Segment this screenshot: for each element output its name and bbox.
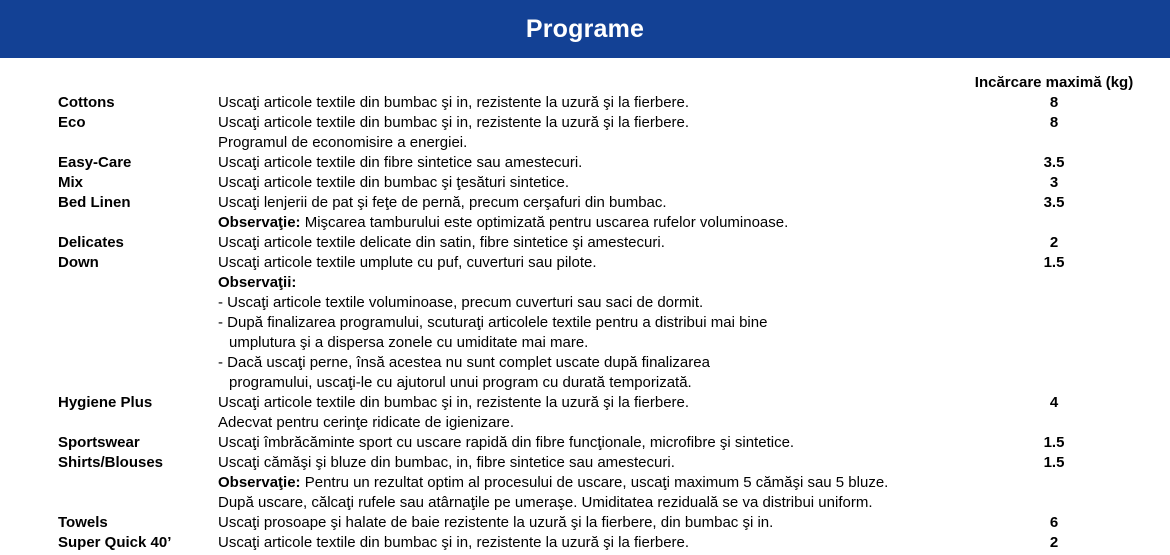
program-name: Delicates	[58, 234, 124, 251]
description-line: Uscaţi articole textile din bumbac şi in, rezistente la uzură şi la fierbere.	[218, 94, 690, 111]
program-description	[218, 153, 960, 173]
program-max-load: 3	[1049, 174, 1059, 191]
program-name: Towels	[58, 514, 108, 531]
table-row	[0, 93, 1170, 113]
program-max-load: 4	[1049, 394, 1059, 411]
table-row	[0, 173, 1170, 193]
description-line: Uscaţi articole textile din bumbac şi ţesături sintetice.	[218, 174, 569, 191]
description-line: programului, uscaţi-le cu ajutorul unui program cu durată temporizată.	[229, 374, 692, 391]
description-line: Uscaţi prosoape şi halate de baie rezistente la uzură şi la fierbere, din bumbac şi in.	[218, 514, 774, 531]
table-row	[0, 393, 1170, 433]
description-line: Observaţie: Mişcarea tamburului este optimizată pentru uscarea rufelor voluminoase.	[218, 214, 789, 231]
program-max-load: 2	[1049, 234, 1059, 251]
description-line: Uscaţi articole textile din bumbac şi in, rezistente la uzură şi la fierbere.	[218, 114, 690, 131]
description-line: Uscaţi lenjerii de pat şi feţe de pernă, precum cerşafuri din bumbac.	[218, 194, 667, 211]
description-line: - Dacă uscaţi perne, însă acestea nu sunt complet uscate după finalizarea	[218, 354, 710, 371]
programs-table	[0, 58, 1170, 553]
program-name: Down	[58, 254, 99, 271]
program-max-load: 1.5	[1043, 454, 1065, 471]
program-description	[218, 253, 960, 393]
program-name: Bed Linen	[58, 194, 131, 211]
program-name: Super Quick 40’	[58, 534, 172, 551]
program-description	[218, 393, 960, 433]
description-line: Uscaţi articole textile din bumbac şi in, rezistente la uzură şi la fierbere.	[218, 534, 690, 551]
description-line: Uscaţi cămăşi şi bluze din bumbac, in, fibre sintetice sau amestecuri.	[218, 454, 675, 471]
table-row	[0, 233, 1170, 253]
program-max-load: 1.5	[1043, 434, 1065, 451]
program-name: Shirts/Blouses	[58, 454, 164, 471]
program-name: Hygiene Plus	[58, 394, 153, 411]
description-line: Uscaţi articole textile umplute cu puf, cuverturi sau pilote.	[218, 254, 597, 271]
description-line: umplutura şi a dispersa zonele cu umiditate mai mare.	[229, 334, 589, 351]
program-name: Mix	[58, 174, 84, 191]
program-description	[218, 453, 960, 513]
description-line	[218, 273, 960, 293]
program-name: Easy-Care	[58, 154, 132, 171]
description-line: Uscaţi îmbrăcăminte sport cu uscare rapidă din fibre funcţionale, microfibre şi sintetice.	[218, 434, 795, 451]
program-max-load: 8	[1049, 94, 1059, 111]
description-line: Programul de economisire a energiei.	[218, 134, 468, 151]
page-title: Programe	[525, 14, 645, 43]
description-line: Observaţie: Pentru un rezultat optim al procesului de uscare, uscaţi maximum 5 cămăşi sau 5 bluze.	[218, 474, 889, 491]
program-description	[218, 533, 960, 553]
table-row	[0, 193, 1170, 233]
program-max-load: 6	[1049, 514, 1059, 531]
program-max-load: 2	[1049, 534, 1059, 551]
table-row	[0, 153, 1170, 173]
description-line: Adecvat pentru cerinţe ridicate de igienizare.	[218, 414, 515, 431]
program-name: Sportswear	[58, 434, 140, 451]
table-row	[0, 113, 1170, 153]
program-name: Cottons	[58, 94, 115, 111]
table-row	[0, 453, 1170, 513]
table-row	[0, 433, 1170, 453]
description-line: - Uscaţi articole textile voluminoase, precum cuverturi sau saci de dormit.	[218, 294, 704, 311]
program-description	[218, 433, 960, 453]
title-banner	[0, 0, 1170, 58]
max-load-column-header: Incărcare maximă (kg)	[974, 74, 1134, 91]
description-line: Uscaţi articole textile din bumbac şi in, rezistente la uzură şi la fierbere.	[218, 394, 690, 411]
program-max-load: 3.5	[1043, 194, 1065, 211]
description-line: Uscaţi articole textile din fibre sintetice sau amestecuri.	[218, 154, 583, 171]
table-header-row	[0, 73, 1170, 93]
program-description	[218, 193, 960, 233]
description-line: După uscare, călcaţi rufele sau atârnaţile pe umeraşe. Umiditatea reziduală se va distribui uniform.	[218, 494, 873, 511]
program-max-load: 3.5	[1043, 154, 1065, 171]
program-description	[218, 113, 960, 153]
description-note-label: Observaţie:	[218, 474, 305, 491]
program-description	[218, 233, 960, 253]
program-description	[218, 93, 960, 113]
program-max-load: 8	[1049, 114, 1059, 131]
description-line: - După finalizarea programului, scuturaţi articolele textile pentru a distribui mai bine	[218, 314, 768, 331]
description-note-label: Observaţii:	[218, 274, 297, 291]
table-row	[0, 533, 1170, 553]
description-note-label: Observaţie:	[218, 214, 305, 231]
program-name: Eco	[58, 114, 86, 131]
programs-table-body	[0, 93, 1170, 553]
program-description	[218, 173, 960, 193]
table-row	[0, 513, 1170, 533]
program-description	[218, 513, 960, 533]
table-row	[0, 253, 1170, 393]
program-max-load: 1.5	[1043, 254, 1065, 271]
description-line: Uscaţi articole textile delicate din satin, fibre sintetice şi amestecuri.	[218, 234, 665, 251]
